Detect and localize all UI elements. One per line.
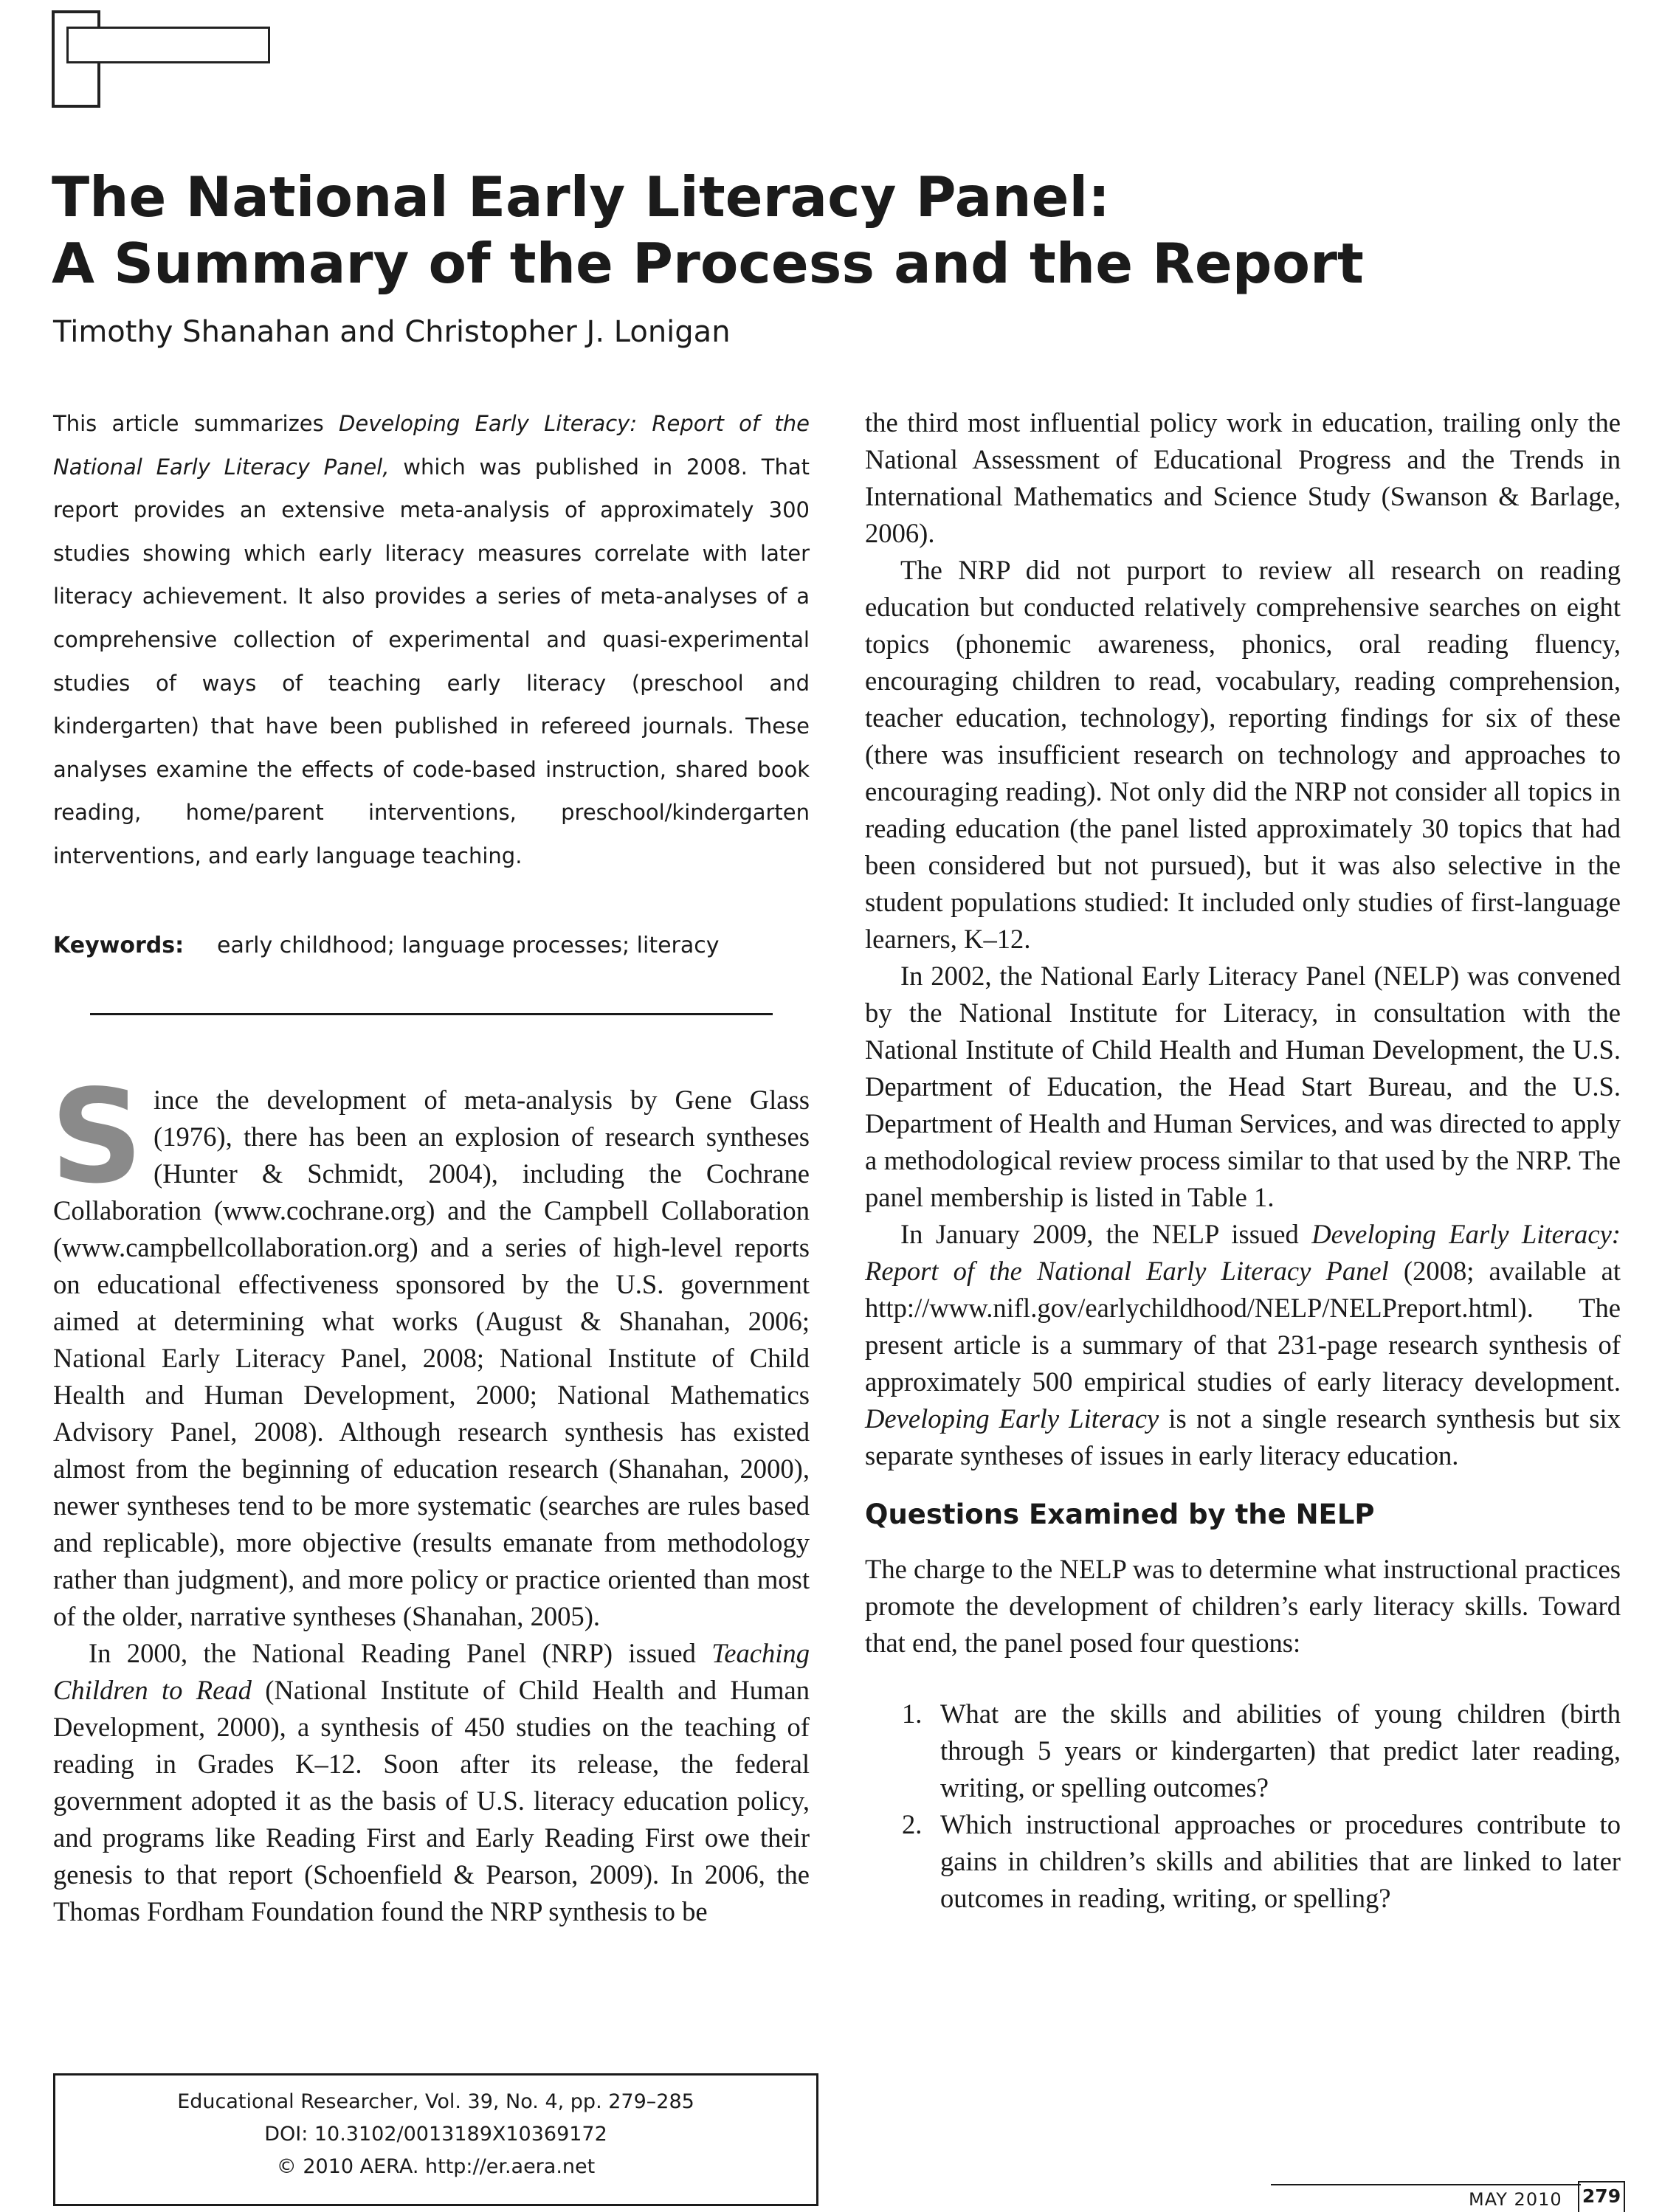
left-paragraph-2-text-b: (National Institute of Child Health and Human Development, 2000), a synthesis of 450 studies on the teaching of reading in Grades K–12. Soon after its release, the federal government adopted it as the basis of U.S. literacy education policy, and programs like Reading First and Early Reading First owe their genesis to that report (Schoenfield & Pearson, 2009). In 2006, the Thomas Fordham Foundation found the NRP synthesis to be xyxy=(53,1675,810,1926)
drop-cap: S xyxy=(50,1062,144,1212)
citation-journal: Educational Researcher, Vol. 39, No. 4, pp. 279–285 xyxy=(177,2090,694,2113)
right-paragraph-4-text-a: In January 2009, the NELP issued xyxy=(900,1219,1312,1249)
keywords xyxy=(53,930,720,962)
question-number: 2. xyxy=(902,1809,923,1839)
corner-mark-horizontal xyxy=(66,27,270,63)
right-paragraph-4-text-c: is not a single research synthesis but six separate syntheses of issues in early literacy education. xyxy=(865,1403,1621,1470)
right-paragraph-1: the third most influential policy work in education, trailing only the National Assessment of Educational Progress and the Trends in International Mathematics and Science Study (Swanson & Barlage, 2006). xyxy=(865,407,1621,548)
right-column xyxy=(865,404,1621,1917)
footer-date: MAY 2010 xyxy=(1469,2189,1562,2210)
page-number: 279 xyxy=(1578,2181,1625,2212)
right-paragraph-4-title-2: Developing Early Literacy xyxy=(865,1403,1159,1434)
right-paragraph-2: The NRP did not purport to review all research on reading education but conducted relatively comprehensive searches on eight topics (phonemic awareness, phonics, oral reading fluency, encouraging children to read, vocabulary, reading comprehension, teacher education, technology), reporting findings for six of these (there was insufficient research on technology and approaches to encouraging reading). Not only did the NRP not consider all topics in reading education (the panel listed approximately 30 topics that had been considered but not pursued), but it was also selective in the student populations studied: It included only studies of first-language learners, K–12. xyxy=(865,555,1621,954)
right-paragraph-3: In 2002, the National Early Literacy Panel (NELP) was convened by the National Institute for Literacy, in consultation with the National Institute of Child Health and Human Development, the U.S. Department of Education, the Head Start Bureau, and the U.S. Department of Health and Human Services, and was directed to apply a methodological review process similar to that used by the NRP. The panel membership is listed in Table 1. xyxy=(865,961,1621,1212)
keywords-label: Keywords: xyxy=(53,933,185,958)
left-column xyxy=(50,1062,810,1930)
list-item xyxy=(865,1696,1621,1806)
abstract-text-2: which was published in 2008. That report provides an extensive meta-analysis of approximately 300 studies showing which early literacy measures correlate with later literacy achievement. It also provides a series of meta-analyses of a comprehensive collection of experimental and quasi-experimental studies of ways of teaching early literacy (preschool and kindergarten) that have been published in refereed journals. These analyses examine the effects of code-based instruction, shared book reading, home/parent interventions, preschool/kindergarten interventions, and early language teaching. xyxy=(53,454,810,868)
left-paragraph-2-title: Teaching Children to Read xyxy=(53,1638,810,1705)
question-number: 1. xyxy=(902,1698,923,1729)
section-heading: Questions Examined by the NELP xyxy=(865,1499,1375,1530)
article-authors: Timothy Shanahan and Christopher J. Lonigan xyxy=(53,315,731,349)
right-paragraph-4-text-b: (2008; available at http://www.nifl.gov/earlychildhood/NELP/NELPreport.html). The present article is a summary of that 231-page research synthesis of approximately 500 empirical studies of early literacy development. xyxy=(865,1256,1621,1397)
keywords-value: early childhood; language processes; literacy xyxy=(217,933,720,958)
question-text: Which instructional approaches or procedures contribute to gains in children’s skills and abilities that are linked to later outcomes in reading, writing, or spelling? xyxy=(940,1809,1621,1913)
abstract xyxy=(53,402,810,878)
abstract-text-1: This article summarizes xyxy=(53,411,339,436)
list-item xyxy=(865,1806,1621,1917)
left-paragraph-1-text: ince the development of meta-analysis by Gene Glass (1976), there has been an explosion of research syntheses (Hunter & Schmidt, 2004), including the Cochrane Collaboration (www.cochrane.org) and the Campbell Collaboration (www.campbellcollaboration.org) and a series of high-level reports on educational effectiveness sponsored by the U.S. government aimed at determining what works (August & Shanahan, 2006; National Early Literacy Panel, 2008; National Institute of Child Health and Human Development, 2000; National Mathematics Advisory Panel, 2008). Although research synthesis has existed almost from the beginning of education research (Shanahan, 2000), newer syntheses tend to be more systematic (searches are rules based and replicable), more objective (results emanate from methodology rather than judgment), and more policy or practice oriented than most of the older, narrative syntheses (Shanahan, 2005). xyxy=(53,1085,810,1631)
abstract-divider xyxy=(90,1013,773,1015)
title-line-2: A Summary of the Process and the Report xyxy=(52,231,1364,296)
citation-box xyxy=(53,2073,818,2206)
left-paragraph-1 xyxy=(50,1062,810,1635)
title-line-1: The National Early Literacy Panel: xyxy=(52,165,1111,229)
citation-doi: DOI: 10.3102/0013189X10369172 xyxy=(264,2123,607,2146)
left-paragraph-2 xyxy=(53,1635,810,1930)
footer-rule xyxy=(1271,2184,1581,2185)
right-paragraph-4 xyxy=(865,1216,1621,1474)
article-title xyxy=(52,164,1601,297)
question-text: What are the skills and abilities of young children (birth through 5 years or kindergarten) that predict later reading, writing, or spelling outcomes? xyxy=(940,1698,1621,1803)
left-paragraph-2-text-a: In 2000, the National Reading Panel (NRP) issued xyxy=(89,1638,712,1668)
right-paragraph-5: The charge to the NELP was to determine what instructional practices promote the development of children’s early literacy skills. Toward that end, the panel posed four questions: xyxy=(865,1554,1621,1658)
right-paragraph-4-title: Developing Early Literacy: Report of the National Early Literacy Panel xyxy=(865,1219,1621,1286)
question-list xyxy=(865,1696,1621,1917)
citation-copyright: © 2010 AERA. http://er.aera.net xyxy=(276,2155,596,2178)
abstract-report-title: Developing Early Literacy: Report of the National Early Literacy Panel, xyxy=(53,411,810,480)
